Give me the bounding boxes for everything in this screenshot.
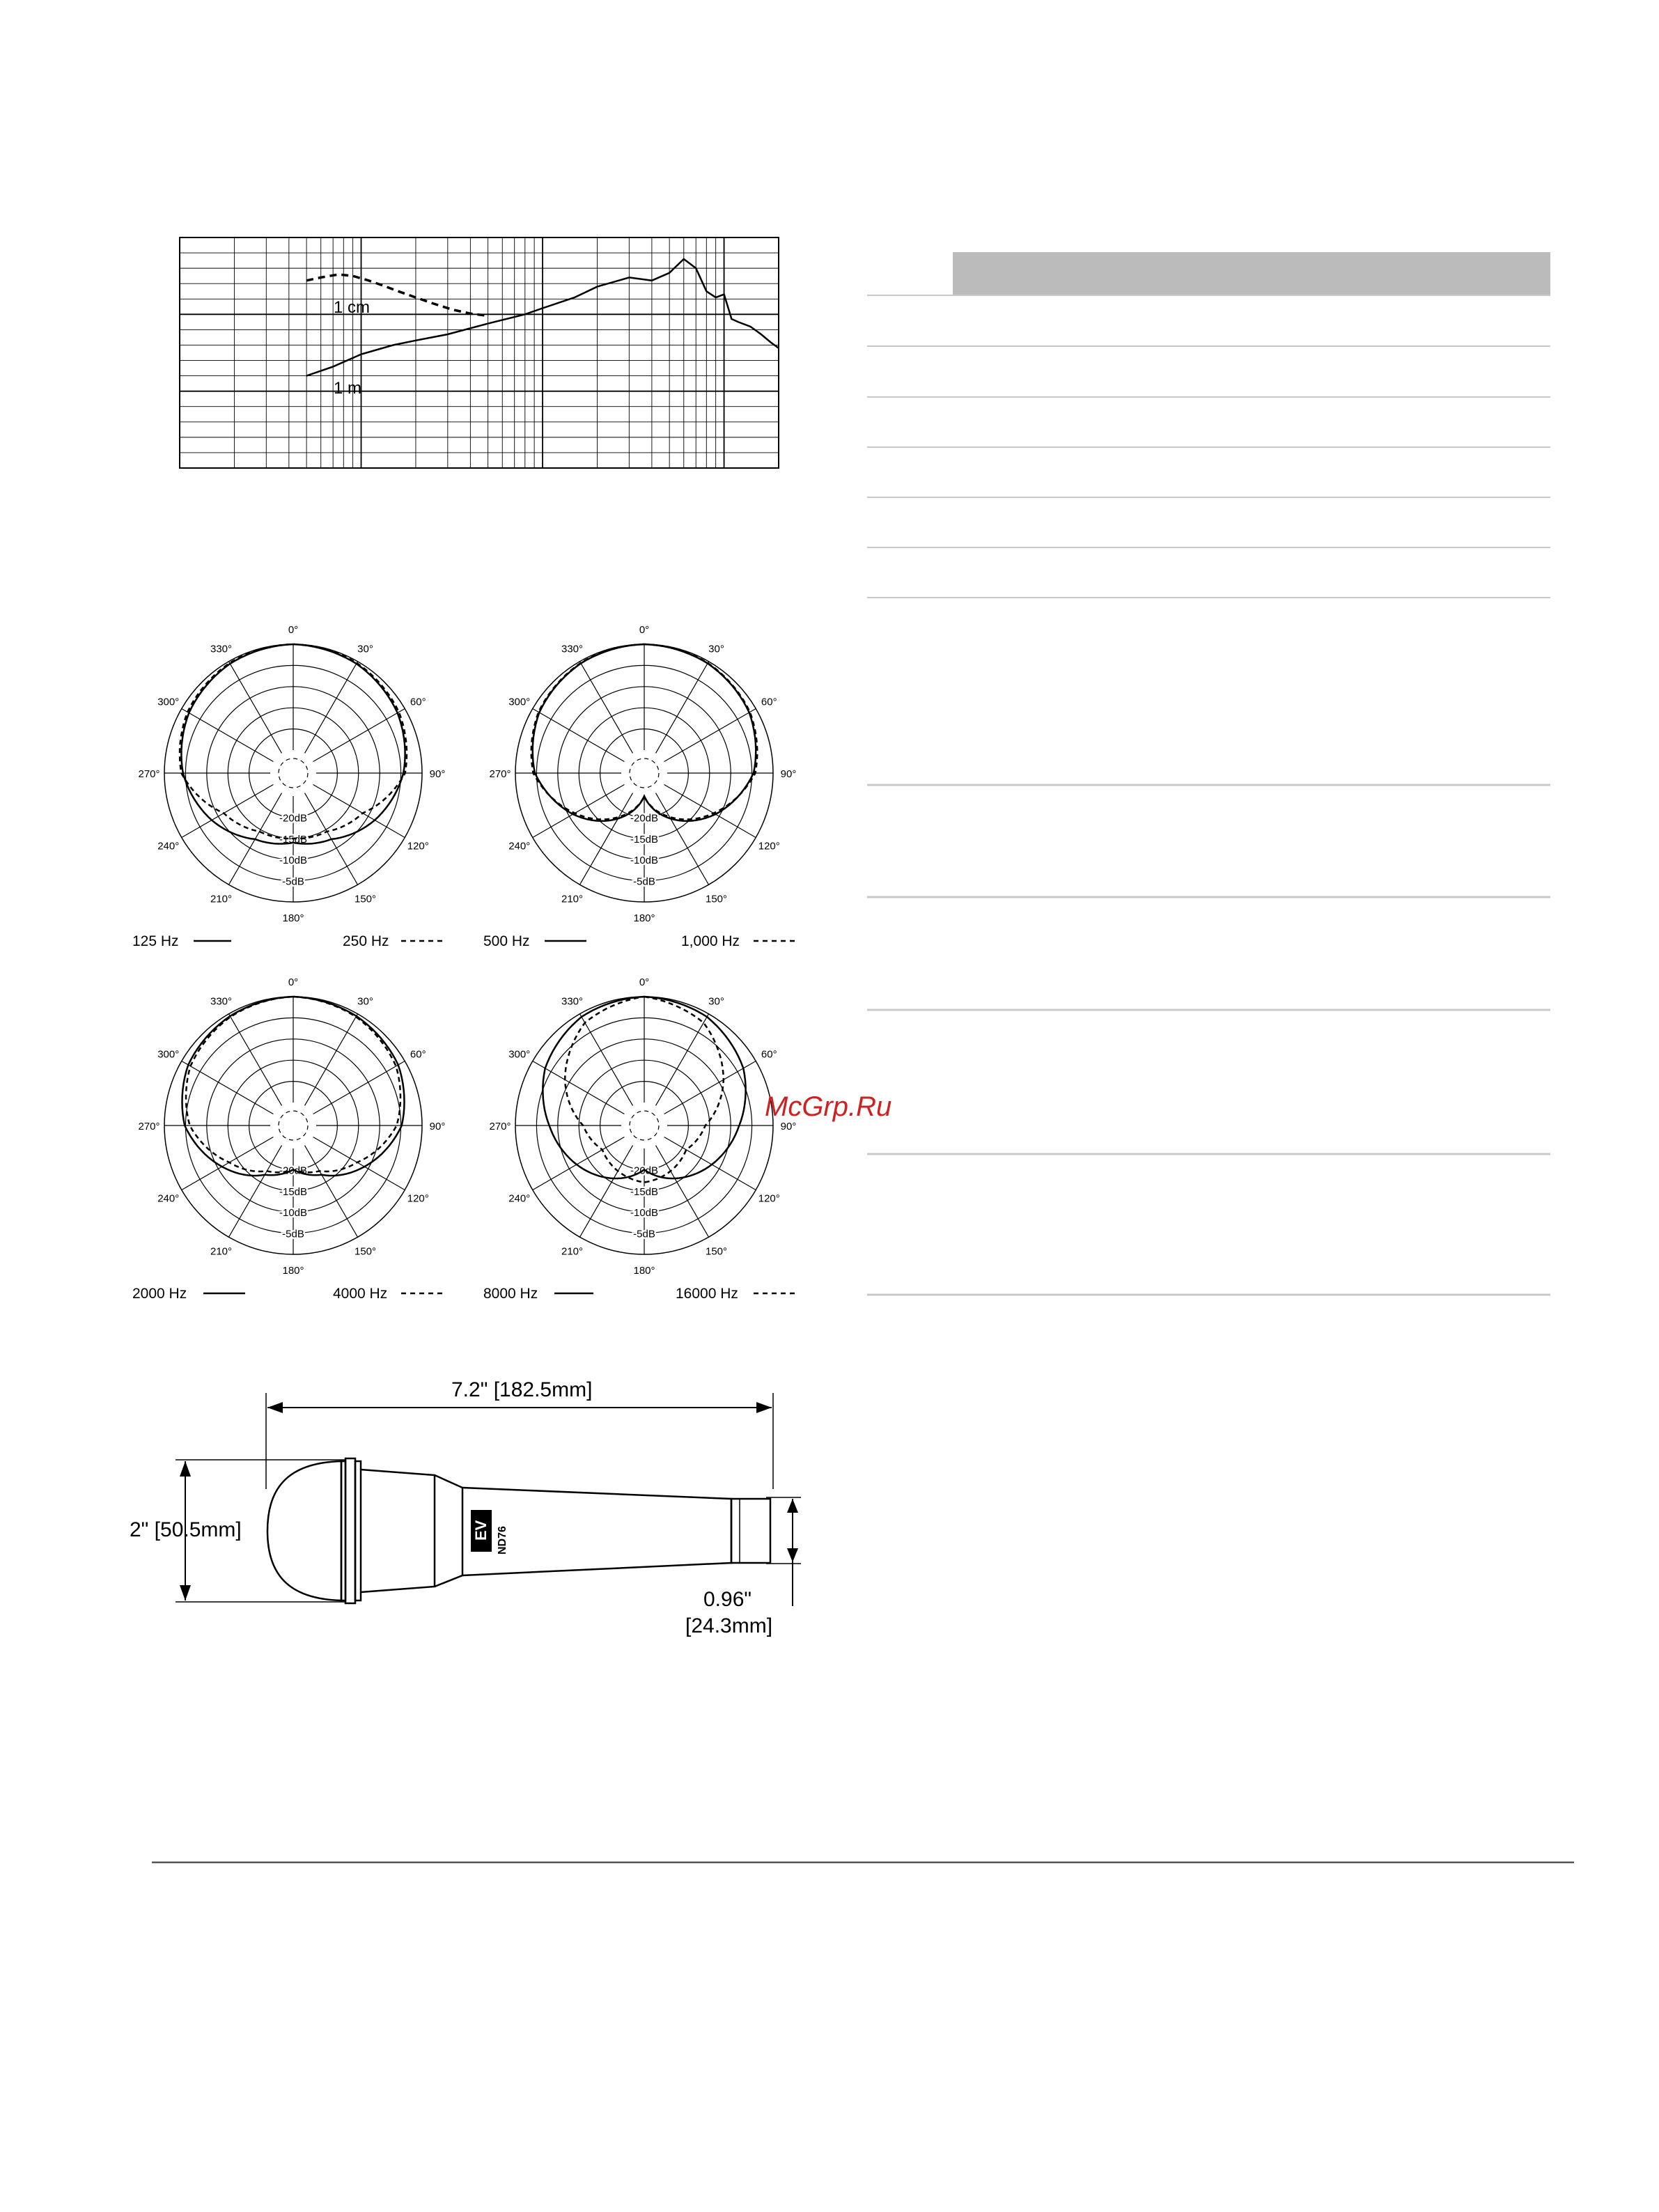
polar-ring-label: -20dB — [630, 1165, 659, 1177]
polar-angle-label: 120° — [407, 840, 429, 852]
polar-center-ring — [630, 758, 659, 788]
polar-ring-label: -10dB — [279, 1207, 308, 1220]
polar-angle-label: 240° — [508, 1192, 531, 1205]
polar-angle-label: 300° — [157, 696, 180, 708]
spec-table-header — [953, 252, 1550, 295]
polar-plot-125-250 — [138, 624, 445, 924]
polar-angle-label: 180° — [633, 1265, 655, 1277]
polar-angle-label: 60° — [410, 1048, 426, 1061]
polar-angle-label: 150° — [354, 893, 377, 905]
polar-plot-8000-16000 — [489, 976, 796, 1277]
fr-label-1m: 1 m — [334, 379, 362, 398]
fr-label-1cm: 1 cm — [334, 298, 371, 317]
watermark: McGrp.Ru — [765, 1091, 892, 1122]
frequency-response-chart — [180, 237, 779, 468]
diameter-dimension-label: 2" [50.5mm] — [130, 1518, 242, 1541]
polar-angle-label: 270° — [138, 1121, 160, 1132]
polar-ring-label: -5dB — [282, 1228, 304, 1240]
polar-ring-label: -15dB — [630, 833, 659, 846]
polar-angle-label: 210° — [561, 893, 584, 905]
polar-angle-label: 150° — [354, 1245, 377, 1258]
polar-plot-2000-4000 — [138, 976, 445, 1277]
polar-angle-label: 210° — [210, 1245, 233, 1258]
polar-angle-label: 300° — [157, 1048, 180, 1061]
polar-angle-label: 210° — [210, 893, 233, 905]
legend-solid-label: 500 Hz — [483, 933, 530, 949]
legend-dashed-label: 4000 Hz — [333, 1286, 388, 1302]
polar-legend-1 — [483, 933, 798, 949]
polar-ring-label: -10dB — [279, 855, 308, 867]
polar-angle-label: 180° — [282, 1265, 304, 1277]
polar-angle-label: 150° — [705, 893, 728, 905]
polar-angle-label: 30° — [708, 995, 724, 1008]
polar-angle-label: 330° — [561, 995, 584, 1008]
polar-angle-label: 30° — [357, 643, 373, 655]
polar-angle-label: 330° — [561, 643, 584, 655]
polar-angle-label: 90° — [780, 768, 797, 780]
polar-angle-label: 270° — [489, 1121, 511, 1132]
polar-legend-0 — [132, 933, 446, 949]
polar-angle-label: 30° — [357, 995, 373, 1008]
polar-angle-label: 0° — [288, 624, 299, 636]
polar-angle-label: 240° — [157, 1192, 180, 1205]
polar-angle-label: 120° — [758, 840, 780, 852]
polar-angle-label: 90° — [780, 1121, 797, 1132]
length-dimension-label: 7.2" [182.5mm] — [451, 1378, 593, 1401]
polar-angle-label: 300° — [508, 696, 531, 708]
polar-angle-label: 330° — [210, 995, 233, 1008]
polar-ring-label: -20dB — [279, 812, 308, 825]
polar-ring-label: -20dB — [279, 1165, 308, 1177]
polar-angle-label: 180° — [282, 912, 304, 924]
polar-angle-label: 90° — [429, 1121, 446, 1132]
polar-center-ring — [279, 758, 308, 788]
model-text: ND76 — [497, 1526, 508, 1555]
polar-angle-label: 240° — [157, 840, 180, 852]
polar-ring-label: -10dB — [630, 1207, 659, 1220]
polar-angle-label: 210° — [561, 1245, 584, 1258]
polar-ring-label: -15dB — [630, 1185, 659, 1198]
polar-angle-label: 0° — [639, 976, 650, 988]
polar-angle-label: 60° — [761, 696, 777, 708]
polar-ring-label: -15dB — [279, 1185, 308, 1198]
polar-legend-3 — [483, 1286, 798, 1302]
polar-center-ring — [279, 1111, 308, 1140]
polar-angle-label: 90° — [429, 768, 446, 780]
polar-angle-label: 60° — [410, 696, 426, 708]
polar-angle-label: 330° — [210, 643, 233, 655]
polar-legend-2 — [132, 1286, 446, 1302]
polar-angle-label: 30° — [708, 643, 724, 655]
legend-solid-label: 8000 Hz — [483, 1286, 538, 1302]
polar-ring-label: -5dB — [633, 1228, 655, 1240]
polar-ring-label: -10dB — [630, 855, 659, 867]
polar-angle-label: 270° — [138, 768, 160, 780]
spec-table — [867, 252, 1550, 1295]
polar-plot-500-1000 — [489, 624, 796, 924]
polar-angle-label: 120° — [407, 1192, 429, 1205]
fr-frame — [180, 237, 779, 468]
polar-angle-label: 180° — [633, 912, 655, 924]
legend-solid-label: 2000 Hz — [132, 1286, 187, 1302]
polar-center-ring — [630, 1111, 659, 1140]
legend-dashed-label: 16000 Hz — [676, 1286, 738, 1302]
tail-diameter-label-in: 0.96" — [703, 1588, 752, 1611]
polar-ring-label: -5dB — [633, 875, 655, 888]
polar-angle-label: 0° — [288, 976, 299, 988]
legend-dashed-label: 1,000 Hz — [681, 933, 740, 949]
polar-angle-label: 300° — [508, 1048, 531, 1061]
legend-dashed-label: 250 Hz — [343, 933, 389, 949]
polar-ring-label: -20dB — [630, 812, 659, 825]
polar-angle-label: 150° — [705, 1245, 728, 1258]
polar-angle-label: 0° — [639, 624, 650, 636]
polar-ring-label: -5dB — [282, 875, 304, 888]
legend-solid-label: 125 Hz — [132, 933, 179, 949]
ev-logo-text: EV — [472, 1520, 490, 1541]
polar-ring-label: -15dB — [279, 833, 308, 846]
polar-angle-label: 60° — [761, 1048, 777, 1061]
microphone-dimension-drawing — [176, 1393, 801, 1606]
polar-angle-label: 270° — [489, 768, 511, 780]
polar-angle-label: 120° — [758, 1192, 780, 1205]
tail-diameter-label-mm: [24.3mm] — [685, 1614, 773, 1637]
polar-angle-label: 240° — [508, 840, 531, 852]
